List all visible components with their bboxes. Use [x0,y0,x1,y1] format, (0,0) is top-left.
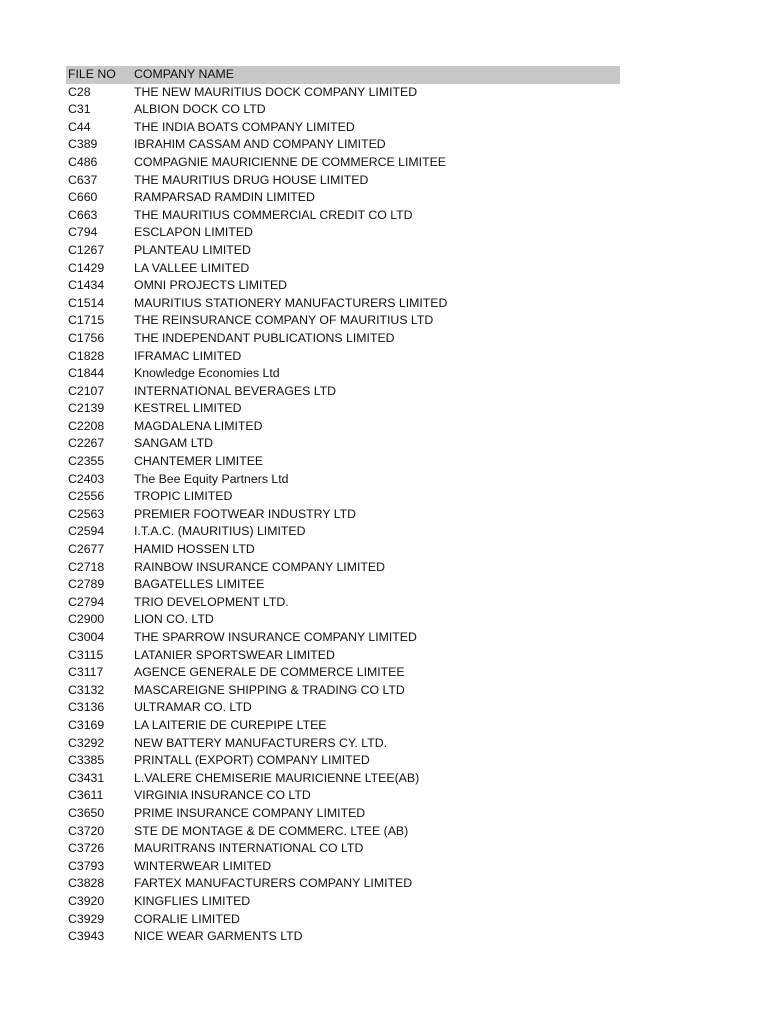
file-no-cell: C660 [68,190,98,205]
company-name-cell: The Bee Equity Partners Ltd [134,471,289,486]
file-no-cell: C2556 [68,489,105,504]
company-name-cell: WINTERWEAR LIMITED [134,858,272,873]
file-no-cell: C3136 [68,700,105,715]
table-header-row [66,66,620,84]
table-row [66,735,620,753]
table-row [66,893,620,911]
company-name-cell: IFRAMAC LIMITED [134,348,242,363]
file-no-cell: C3611 [68,788,104,803]
file-no-cell: C3132 [68,682,105,697]
file-no-cell: C2718 [68,559,105,574]
table-row [66,594,620,612]
table-row [66,506,620,524]
table-row [66,541,620,559]
company-name-cell: KESTREL LIMITED [134,401,242,416]
file-no-cell: C1844 [68,366,105,381]
company-name-cell: THE MAURITIUS COMMERCIAL CREDIT CO LTD [134,207,413,222]
table-row [66,295,620,313]
file-no-cell: C1756 [68,330,105,345]
company-name-cell: TROPIC LIMITED [134,489,233,504]
table-row [66,717,620,735]
file-no-cell: C3920 [68,893,105,908]
table-row [66,400,620,418]
file-no-cell: C28 [68,84,91,99]
table-row [66,418,620,436]
file-no-cell: C3004 [68,630,105,644]
table-row [66,699,620,717]
file-no-cell: C3726 [68,841,105,856]
table-row [66,348,620,366]
file-no-cell: C1267 [68,242,105,257]
table-row [66,365,620,383]
file-no-cell: C2594 [68,524,105,539]
file-no-cell: C3117 [68,665,104,680]
file-no-cell: C663 [68,207,98,222]
company-name-cell: LATANIER SPORTSWEAR LIMITED [134,647,335,662]
table-row [66,858,620,876]
file-no-cell: C44 [68,119,91,134]
company-name-cell: CHANTEMER LIMITEE [134,454,264,469]
file-no-cell: C2267 [68,436,105,451]
file-no-cell: C2789 [68,577,105,592]
company-name-cell: INTERNATIONAL BEVERAGES LTD [134,383,337,398]
table-row [66,664,620,682]
file-no-cell: C2900 [68,612,105,627]
company-name-cell: BAGATELLES LIMITEE [134,577,265,592]
column-header-file-no: FILE NO [68,67,116,81]
file-no-cell: C637 [68,172,98,187]
company-name-cell: THE REINSURANCE COMPANY OF MAURITIUS LTD [134,313,434,328]
file-no-cell: C2208 [68,418,105,433]
company-name-cell: NICE WEAR GARMENTS LTD [134,929,303,944]
company-name-cell: THE MAURITIUS DRUG HOUSE LIMITED [134,172,369,187]
table-row [66,224,620,242]
table-row [66,154,620,172]
file-no-cell: C3650 [68,805,105,820]
table-row [66,84,620,102]
company-name-cell: ESCLAPON LIMITED [134,225,253,240]
table-row [66,682,620,700]
file-no-cell: C3929 [68,911,105,926]
company-name-cell: RAMPARSAD RAMDIN LIMITED [134,190,315,205]
file-no-cell: C3431 [68,770,105,785]
file-no-cell: C2794 [68,594,105,609]
company-name-cell: COMPAGNIE MAURICIENNE DE COMMERCE LIMITEE [134,154,447,169]
company-name-cell: RAINBOW INSURANCE COMPANY LIMITED [134,559,385,574]
table-row [66,312,620,330]
company-name-cell: I.T.A.C. (MAURITIUS) LIMITED [134,524,306,539]
table-row [66,471,620,489]
company-name-cell: TRIO DEVELOPMENT LTD. [134,594,289,609]
file-no-cell: C2677 [68,542,105,557]
table-row [66,840,620,858]
table-row [66,172,620,190]
company-name-cell: PREMIER FOOTWEAR INDUSTRY LTD [134,506,357,521]
table-row [66,136,620,154]
table-row [66,823,620,841]
company-name-cell: THE INDIA BOATS COMPANY LIMITED [134,119,355,134]
file-no-cell: C3720 [68,823,105,838]
table-row [66,787,620,805]
table-row [66,576,620,594]
file-no-cell: C2139 [68,401,105,416]
company-name-cell: LION CO. LTD [134,612,214,627]
table-row [66,242,620,260]
table-row [66,559,620,577]
company-name-cell: SANGAM LTD [134,436,214,451]
company-name-cell: LA LAITERIE DE CUREPIPE LTEE [134,717,327,732]
file-no-cell: C486 [68,154,98,169]
table-row [66,647,620,665]
table-row [66,260,620,278]
file-no-cell: C1429 [68,260,105,275]
company-name-cell: MAURITRANS INTERNATIONAL CO LTD [134,841,364,856]
company-name-cell: STE DE MONTAGE & DE COMMERC. LTEE (AB) [134,823,409,838]
file-no-cell: C2403 [68,471,105,486]
company-name-cell: HAMID HOSSEN LTD [134,542,255,557]
file-no-cell: C2107 [68,383,105,398]
table-row [66,488,620,506]
table-row [66,523,620,541]
table-row [66,805,620,823]
company-table [66,66,620,946]
company-name-cell: ULTRAMAR CO. LTD [134,700,252,715]
file-no-cell: C3292 [68,735,105,750]
file-no-cell: C3169 [68,717,105,732]
company-name-cell: PRIME INSURANCE COMPANY LIMITED [134,805,366,820]
company-name-cell: IBRAHIM CASSAM AND COMPANY LIMITED [134,137,386,152]
table-row [66,875,620,893]
table-row [66,383,620,401]
company-name-cell: Knowledge Economies Ltd [134,366,280,381]
file-no-cell: C2563 [68,506,105,521]
table-row [66,770,620,788]
table-row [66,928,620,946]
table-row [66,330,620,348]
company-name-cell: OMNI PROJECTS LIMITED [134,278,288,293]
file-no-cell: C31 [68,102,91,117]
company-name-cell: PRINTALL (EXPORT) COMPANY LIMITED [134,753,370,768]
company-name-cell: PLANTEAU LIMITED [134,242,251,257]
table-body [66,84,620,946]
company-name-cell: MAURITIUS STATIONERY MANUFACTURERS LIMITED [134,295,448,310]
table-row [66,119,620,137]
company-name-cell: FARTEX MANUFACTURERS COMPANY LIMITED [134,876,413,891]
file-no-cell: C3385 [68,753,105,768]
file-no-cell: C3828 [68,876,105,891]
table-row [66,611,620,629]
table-row [66,911,620,929]
company-name-cell: THE SPARROW INSURANCE COMPANY LIMITED [134,630,417,644]
company-name-cell: THE INDEPENDANT PUBLICATIONS LIMITED [134,330,395,345]
company-name-cell: AGENCE GENERALE DE COMMERCE LIMITEE [134,665,405,680]
company-name-cell: VIRGINIA INSURANCE CO LTD [134,788,311,803]
file-no-cell: C2355 [68,454,105,469]
file-no-cell: C1514 [68,295,105,310]
table-row [66,453,620,471]
table-row [66,189,620,207]
file-no-cell: C3943 [68,929,105,944]
company-name-cell: KINGFLIES LIMITED [134,893,251,908]
company-name-cell: MASCAREIGNE SHIPPING & TRADING CO LTD [134,682,405,697]
file-no-cell: C1715 [68,313,105,328]
file-no-cell: C389 [68,137,98,152]
table-row [66,629,620,647]
table-row [66,752,620,770]
file-no-cell: C3115 [68,647,104,662]
table-row [66,207,620,225]
company-name-cell: MAGDALENA LIMITED [134,418,263,433]
table-row [66,277,620,295]
company-name-cell: THE NEW MAURITIUS DOCK COMPANY LIMITED [134,84,418,99]
company-name-cell: L.VALERE CHEMISERIE MAURICIENNE LTEE(AB) [134,770,420,785]
file-no-cell: C1828 [68,348,105,363]
table-row [66,435,620,453]
file-no-cell: C794 [68,225,98,240]
table-row [66,101,620,119]
column-header-company-name: COMPANY NAME [134,67,234,81]
company-name-cell: LA VALLEE LIMITED [134,260,250,275]
company-name-cell: NEW BATTERY MANUFACTURERS CY. LTD. [134,735,388,750]
company-name-cell: ALBION DOCK CO LTD [134,102,266,117]
file-no-cell: C1434 [68,278,105,293]
file-no-cell: C3793 [68,858,105,873]
company-name-cell: CORALIE LIMITED [134,911,240,926]
